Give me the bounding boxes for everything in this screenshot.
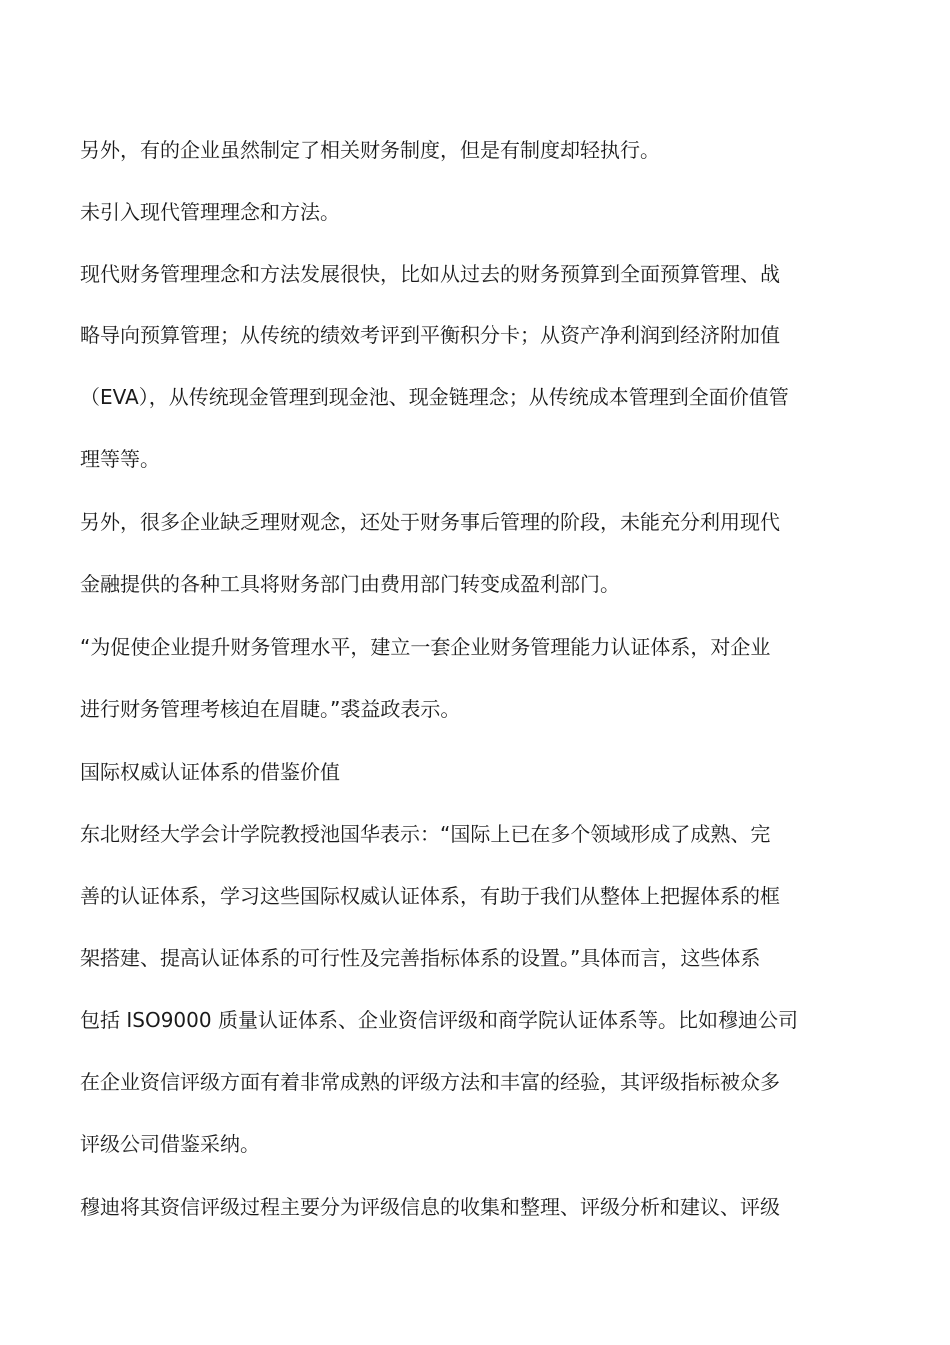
section-heading: 未引入现代管理理念和方法。 <box>80 200 340 224</box>
text-line: 另外，有的企业虽然制定了相关财务制度，但是有制度却轻执行。 <box>80 138 660 162</box>
text-line: 略导向预算管理；从传统的绩效考评到平衡积分卡；从资产净利润到经济附加值 <box>80 323 780 347</box>
text-line: （EVA），从传统现金管理到现金池、现金链理念；从传统成本管理到全面价值管 <box>80 385 789 409</box>
text-line: 现代财务管理理念和方法发展很快，比如从过去的财务预算到全面预算管理、战 <box>80 262 780 286</box>
text-line: 包括 ISO9000 质量认证体系、企业资信评级和商学院认证体系等。比如穆迪公司 <box>80 1008 798 1032</box>
text-line: 评级公司借鉴采纳。 <box>80 1132 260 1156</box>
text-line: 架搭建、提高认证体系的可行性及完善指标体系的设置。”具体而言，这些体系 <box>80 946 761 970</box>
quote-line: 进行财务管理考核迫在眉睫。”裘益政表示。 <box>80 697 461 721</box>
text-line: 善的认证体系，学习这些国际权威认证体系，有助于我们从整体上把握体系的框 <box>80 884 780 908</box>
text-line: 东北财经大学会计学院教授池国华表示：“国际上已在多个领域形成了成熟、完 <box>80 822 771 846</box>
text-line: 穆迪将其资信评级过程主要分为评级信息的收集和整理、评级分析和建议、评级 <box>80 1195 780 1219</box>
quote-line: “为促使企业提升财务管理水平，建立一套企业财务管理能力认证体系，对企业 <box>80 635 771 659</box>
text-line: 金融提供的各种工具将财务部门由费用部门转变成盈利部门。 <box>80 572 620 596</box>
section-heading: 国际权威认证体系的借鉴价值 <box>80 760 340 784</box>
text-line: 在企业资信评级方面有着非常成熟的评级方法和丰富的经验，其评级指标被众多 <box>80 1070 780 1094</box>
text-line: 另外，很多企业缺乏理财观念，还处于财务事后管理的阶段，未能充分利用现代 <box>80 510 780 534</box>
text-line: 理等等。 <box>80 447 160 471</box>
